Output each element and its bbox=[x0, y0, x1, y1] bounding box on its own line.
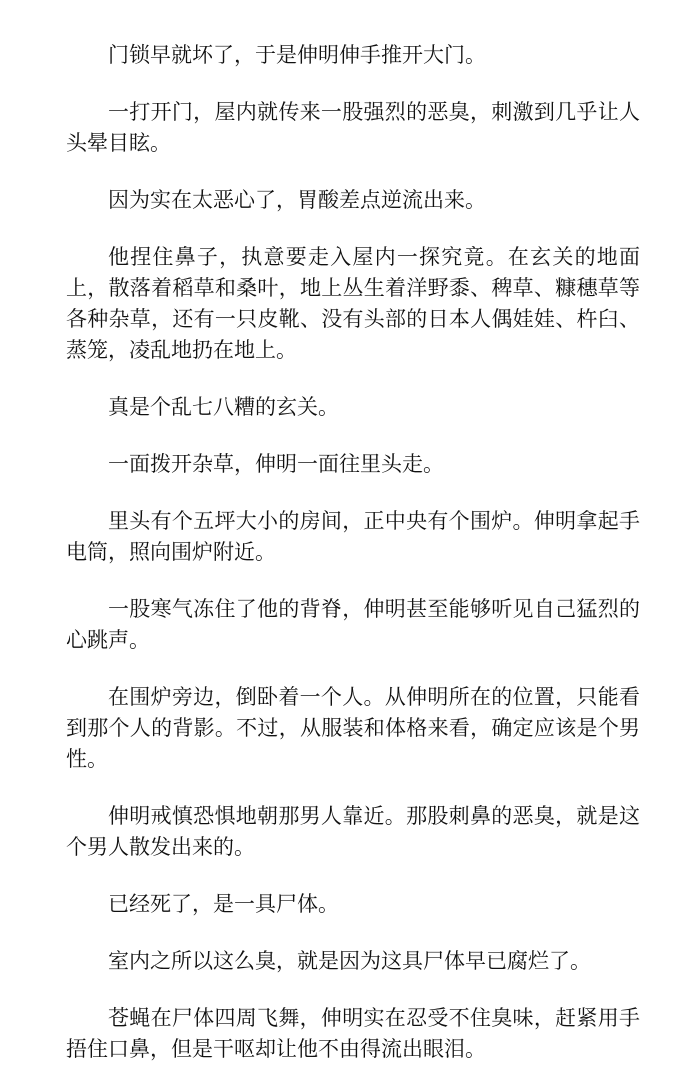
paragraph-7: 里头有个五坪大小的房间，正中央有个围炉。伸明拿起手电筒，照向围炉附近。 bbox=[66, 509, 640, 564]
paragraph-4: 他捏住鼻子，执意要走入屋内一探究竟。在玄关的地面上，散落着稻草和桑叶，地上丛生着洋野黍、稗草、糠穗草等各种杂草，还有一只皮靴、没有头部的日本人偶娃娃、杵臼、蒸笼，凌乱地扔在地上。 bbox=[66, 245, 640, 362]
paragraph-5: 真是个乱七八糟的玄关。 bbox=[108, 395, 339, 419]
paragraph-2: 一打开门，屋内就传来一股强烈的恶臭，刺激到几乎让人头晕目眩。 bbox=[66, 100, 640, 155]
paragraph-13: 苍蝇在尸体四周飞舞，伸明实在忍受不住臭味，赶紧用手捂住口鼻，但是干呕却让他不由得流出眼泪。 bbox=[66, 1006, 640, 1061]
paragraph-8: 一股寒气冻住了他的背脊，伸明甚至能够听见自己猛烈的心跳声。 bbox=[66, 597, 640, 652]
paragraph-10: 伸明戒慎恐惧地朝那男人靠近。那股刺鼻的恶臭，就是这个男人散发出来的。 bbox=[66, 804, 640, 859]
paragraph-11: 已经死了，是一具尸体。 bbox=[108, 892, 339, 916]
paragraph-1: 门锁早就坏了，于是伸明伸手推开大门。 bbox=[108, 43, 486, 67]
paragraph-6: 一面拨开杂草，伸明一面往里头走。 bbox=[108, 452, 444, 476]
paragraph-12: 室内之所以这么臭，就是因为这具尸体早已腐烂了。 bbox=[108, 949, 591, 973]
paragraph-9: 在围炉旁边，倒卧着一个人。从伸明所在的位置，只能看到那个人的背影。不过，从服装和体格来看，确定应该是个男性。 bbox=[66, 685, 640, 771]
paragraph-3: 因为实在太恶心了，胃酸差点逆流出来。 bbox=[108, 188, 486, 212]
document-page bbox=[66, 40, 640, 1091]
